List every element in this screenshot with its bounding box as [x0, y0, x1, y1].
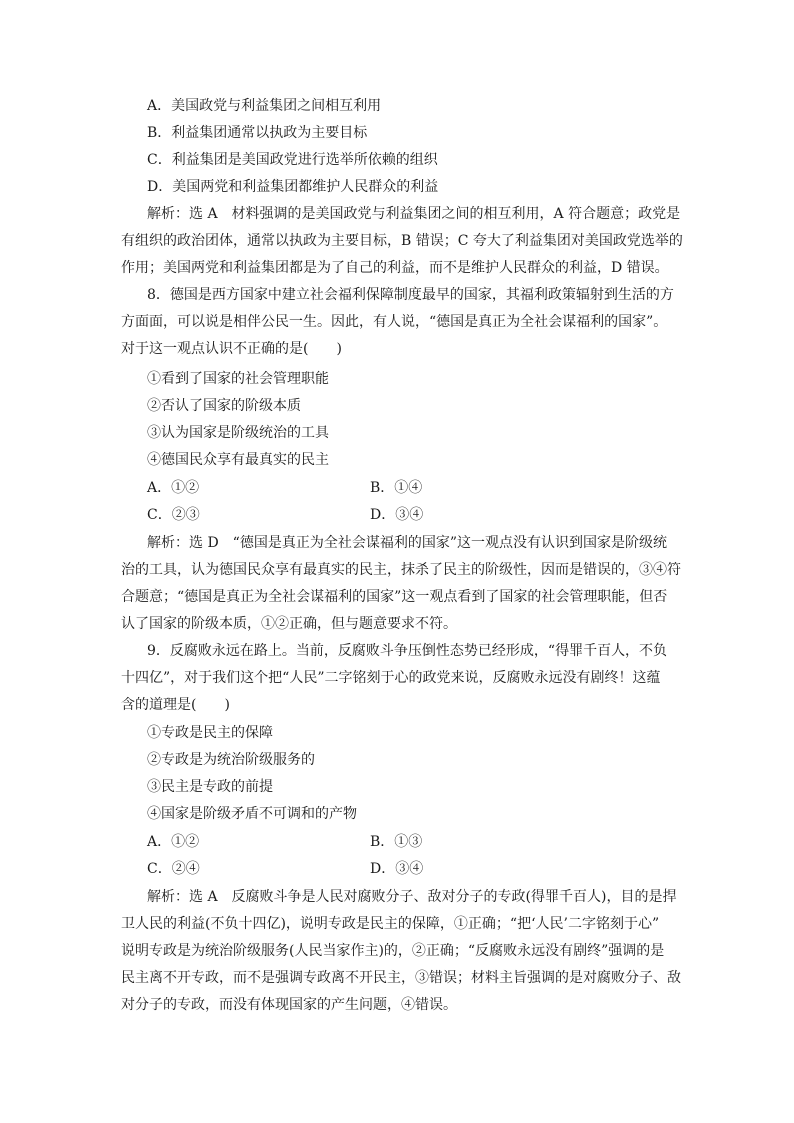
q8-stem-line: 8．德国是西方国家中建立社会福利保障制度最早的国家，其福利政策辐射到生活的方	[147, 287, 674, 303]
q8-choice-a: A．①②	[147, 480, 200, 496]
q9-statement-1: ①专政是民主的保障	[147, 725, 273, 741]
q7-option-a: A．美国政党与利益集团之间相互利用	[147, 98, 382, 114]
q8-analysis-line: 认了国家的阶级本质，①②正确，但与题意要求不符。	[121, 616, 457, 632]
q7-analysis-line: 解析：选 A 材料强调的是美国政党与利益集团之间的相互利用，A 符合题意；政党是	[147, 206, 681, 222]
q8-choice-d: D．③④	[370, 507, 424, 523]
q8-analysis-line: 合题意；“德国是真正为全社会谋福利的国家”这一观点看到了国家的社会管理职能，但否	[121, 589, 668, 605]
q9-choice-d: D．③④	[370, 861, 424, 877]
q7-option-c: C．利益集团是美国政党进行选举所依赖的组织	[147, 152, 438, 168]
q9-stem-line: 9．反腐败永远在路上。当前，反腐败斗争压倒性态势已经形成，“得罪千百人，不负	[147, 643, 668, 659]
q8-stem-line: 方面面，可以说是相伴公民一生。因此，有人说，“德国是真正为全社会谋福利的国家”。	[121, 314, 668, 330]
q7-option-b: B．利益集团通常以执政为主要目标	[147, 125, 368, 141]
q8-statement-2: ②否认了国家的阶级本质	[147, 398, 301, 414]
q7-analysis-line: 有组织的政治团体，通常以执政为主要目标，B 错误；C 夸大了利益集团对美国政党选举的	[121, 233, 683, 249]
q9-analysis-line: 解析：选 A 反腐败斗争是人民对腐败分子、敌对分子的专政(得罪千百人)，目的是捍	[147, 889, 677, 905]
q9-analysis-line: 对分子的专政，而没有体现国家的产生问题，④错误。	[121, 997, 457, 1013]
q9-choice-a: A．①②	[147, 834, 200, 850]
q8-analysis-line: 治的工具，认为德国民众享有最真实的民主，抹杀了民主的阶级性，因而是错误的，③④符	[121, 562, 681, 578]
q8-statement-4: ④德国民众享有最真实的民主	[147, 452, 329, 468]
q9-analysis-line: 民主离不开专政，而不是强调专政离不开民主，③错误；材料主旨强调的是对腐败分子、敌	[121, 970, 681, 986]
q8-choice-b: B．①④	[370, 480, 423, 496]
q9-stem-line: 十四亿”，对于我们这个把“人民”二字铭刻于心的政党来说，反腐败永远没有剧终！这蕴	[121, 670, 661, 686]
q9-analysis-line: 卫人民的利益(不负十四亿)，说明专政是民主的保障，①正确；“把‘人民’二字铭刻于心”	[121, 916, 660, 932]
q9-analysis-line: 说明专政是为统治阶级服务(人民当家作主)的，②正确；“反腐败永远没有剧终”强调的是	[121, 943, 665, 959]
q7-option-d: D．美国两党和利益集团都维护人民群众的利益	[147, 179, 439, 195]
q9-statement-4: ④国家是阶级矛盾不可调和的产物	[147, 806, 357, 822]
q9-choice-b: B．①③	[370, 834, 423, 850]
q8-stem-line: 对于这一观点认识不正确的是( )	[121, 341, 342, 357]
q9-choice-c: C．②④	[147, 861, 200, 877]
q7-analysis-line: 作用；美国两党和利益集团都是为了自己的利益，而不是维护人民群众的利益，D 错误。	[121, 260, 669, 276]
q8-statement-3: ③认为国家是阶级统治的工具	[147, 425, 329, 441]
q8-statement-1: ①看到了国家的社会管理职能	[147, 371, 329, 387]
q8-choice-c: C．②③	[147, 507, 200, 523]
q9-statement-2: ②专政是为统治阶级服务的	[147, 752, 315, 768]
q8-analysis-line: 解析：选 D “德国是真正为全社会谋福利的国家”这一观点没有认识到国家是阶级统	[147, 535, 667, 551]
q9-statement-3: ③民主是专政的前提	[147, 779, 273, 795]
q9-stem-line: 含的道理是( )	[121, 697, 230, 713]
